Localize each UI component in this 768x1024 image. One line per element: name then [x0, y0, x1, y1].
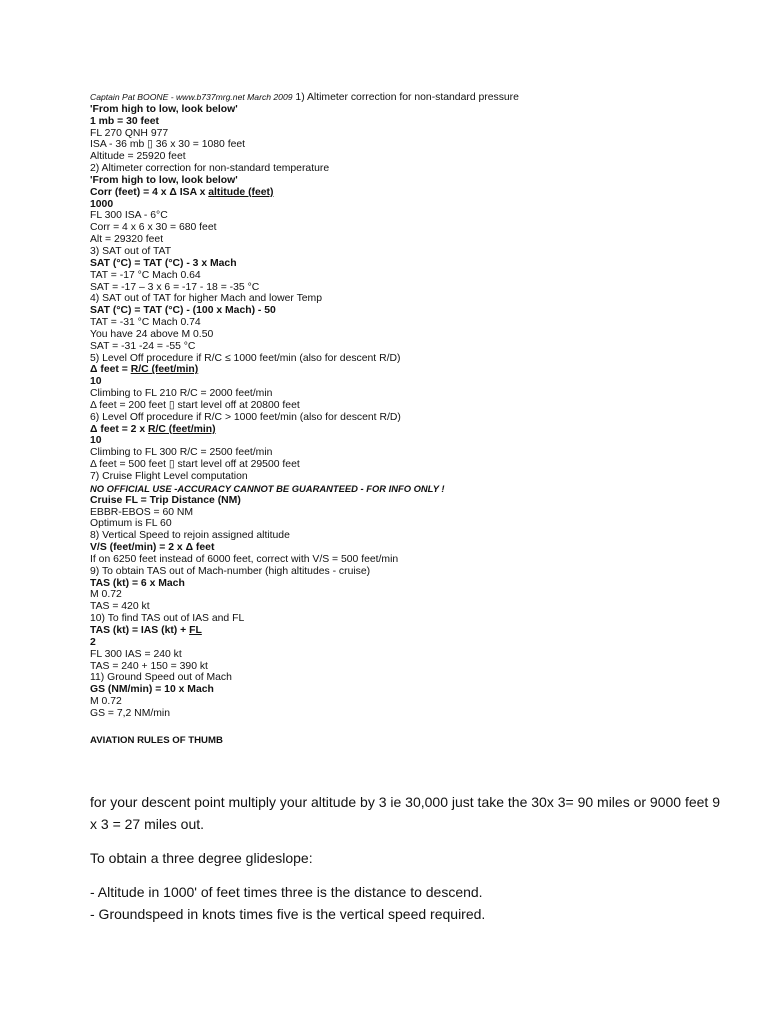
section-1-line: Altitude = 25920 feet: [90, 151, 186, 163]
section-5-line: Δ feet = 200 feet ▯ start level off at 20800 feet: [90, 399, 300, 411]
section-6-heading: 6) Level Off procedure if R/C > 1000 feet/min (also for descent R/D): [90, 411, 401, 423]
section-10-line: TAS = 240 + 150 = 390 kt: [90, 660, 208, 672]
section-6-formula: [90, 424, 730, 436]
section-5-heading: 5) Level Off procedure if R/C ≤ 1000 feet/min (also for descent R/D): [90, 352, 401, 364]
header-line: [90, 92, 730, 104]
rules-of-thumb-title: AVIATION RULES OF THUMB: [90, 734, 223, 746]
section-9-line: M 0.72: [90, 589, 122, 601]
section-6-line: Climbing to FL 300 R/C = 2500 feet/min: [90, 447, 273, 459]
section-6-denominator: 10: [90, 435, 102, 447]
author-credit: Captain Pat BOONE - www.b737mrg.net March 2009: [90, 92, 293, 102]
section-5-formula: [90, 364, 730, 376]
rules-document: [90, 92, 730, 747]
section-9-line: TAS = 420 kt: [90, 601, 150, 613]
section-1-rule: 'From high to low, look below': [90, 103, 238, 115]
section-7-line: Optimum is FL 60: [90, 518, 172, 530]
section-4-line: You have 24 above M 0.50: [90, 328, 214, 340]
section-1-heading: 1) Altimeter correction for non-standard pressure: [295, 92, 519, 103]
section-4-line: SAT = -31 -24 = -55 °C: [90, 340, 196, 352]
formula-text: Δ feet =: [90, 364, 131, 376]
section-5-line: Climbing to FL 210 R/C = 2000 feet/min: [90, 388, 273, 400]
section-7-warning: NO OFFICIAL USE -ACCURACY CANNOT BE GUARANTEED - FOR INFO ONLY !: [90, 482, 445, 494]
section-4-heading: 4) SAT out of TAT for higher Mach and lower Temp: [90, 293, 322, 305]
section-2-heading: 2) Altimeter correction for non-standard temperature: [90, 163, 330, 175]
section-6-line: Δ feet = 500 feet ▯ start level off at 29500 feet: [90, 459, 300, 471]
section-7-heading: 7) Cruise Flight Level computation: [90, 471, 248, 482]
section-8-heading: 8) Vertical Speed to rejoin assigned altitude: [90, 530, 290, 542]
section-11-line: M 0.72: [90, 696, 122, 708]
section-8-formula: V/S (feet/min) = 2 x Δ feet: [90, 542, 215, 554]
formula-numerator: altitude (feet): [208, 186, 274, 198]
section-10-heading: 10) To find TAS out of IAS and FL: [90, 613, 245, 625]
section-2-rule: 'From high to low, look below': [90, 174, 238, 186]
section-11-line: GS = 7,2 NM/min: [90, 707, 170, 719]
section-4-line: TAT = -31 °C Mach 0.74: [90, 317, 201, 329]
descent-point-paragraph: for your descent point multiply your altitude by 3 ie 30,000 just take the 30x 3= 90 miles or 9000 feet 9 x 3 = 27 miles out.: [90, 794, 720, 832]
section-2-line: Corr = 4 x 6 x 30 = 680 feet: [90, 222, 217, 234]
section-10-formula: [90, 625, 730, 637]
section-10-denominator: 2: [90, 636, 96, 648]
section-3-heading: 3) SAT out of TAT: [90, 245, 172, 257]
formula-numerator: R/C (feet/min): [148, 423, 216, 435]
section-7-line: EBBR-EBOS = 60 NM: [90, 506, 194, 518]
section-1-formula: 1 mb = 30 feet: [90, 115, 160, 127]
section-10-line: FL 300 IAS = 240 kt: [90, 648, 182, 660]
section-11-heading: 11) Ground Speed out of Mach: [90, 672, 232, 684]
formula-numerator: R/C (feet/min): [130, 364, 199, 376]
section-4-formula: SAT (°C) = TAT (°C) - (100 x Mach) - 50: [90, 305, 276, 317]
list-item: - Altitude in 1000' of feet times three is the distance to descend.: [90, 884, 483, 900]
section-7-formula: Cruise FL = Trip Distance (NM): [90, 494, 241, 506]
section-3-line: SAT = -17 – 3 x 6 = -17 - 18 = -35 °C: [90, 281, 260, 293]
glideslope-intro: To obtain a three degree glideslope:: [90, 850, 313, 866]
section-3-line: TAT = -17 °C Mach 0.64: [90, 269, 201, 281]
section-2-denominator: 1000: [90, 198, 114, 210]
formula-text: TAS (kt) = IAS (kt) +: [90, 624, 190, 636]
section-11-formula: GS (NM/min) = 10 x Mach: [90, 684, 214, 696]
section-2-line: FL 300 ISA - 6°C: [90, 210, 168, 222]
section-9-formula: TAS (kt) = 6 x Mach: [90, 577, 185, 589]
section-1-line: FL 270 QNH 977: [90, 127, 169, 139]
list-item: - Groundspeed in knots times five is the vertical speed required.: [90, 906, 486, 922]
section-2-line: Alt = 29320 feet: [90, 234, 164, 246]
section-3-formula: SAT (°C) = TAT (°C) - 3 x Mach: [90, 257, 237, 269]
section-9-heading: 9) To obtain TAS out of Mach-number (high altitudes - cruise): [90, 565, 371, 577]
formula-text: Corr (feet) = 4 x Δ ISA x: [90, 186, 209, 198]
formula-numerator: FL: [189, 624, 202, 636]
section-1-line: ISA - 36 mb ▯ 36 x 30 = 1080 feet: [90, 139, 246, 151]
section-2-formula: [90, 187, 730, 199]
formula-text: Δ feet = 2 x: [90, 423, 149, 435]
section-8-line: If on 6250 feet instead of 6000 feet, correct with V/S = 500 feet/min: [90, 553, 399, 565]
section-5-denominator: 10: [90, 376, 102, 388]
glideslope-list: [90, 881, 730, 925]
